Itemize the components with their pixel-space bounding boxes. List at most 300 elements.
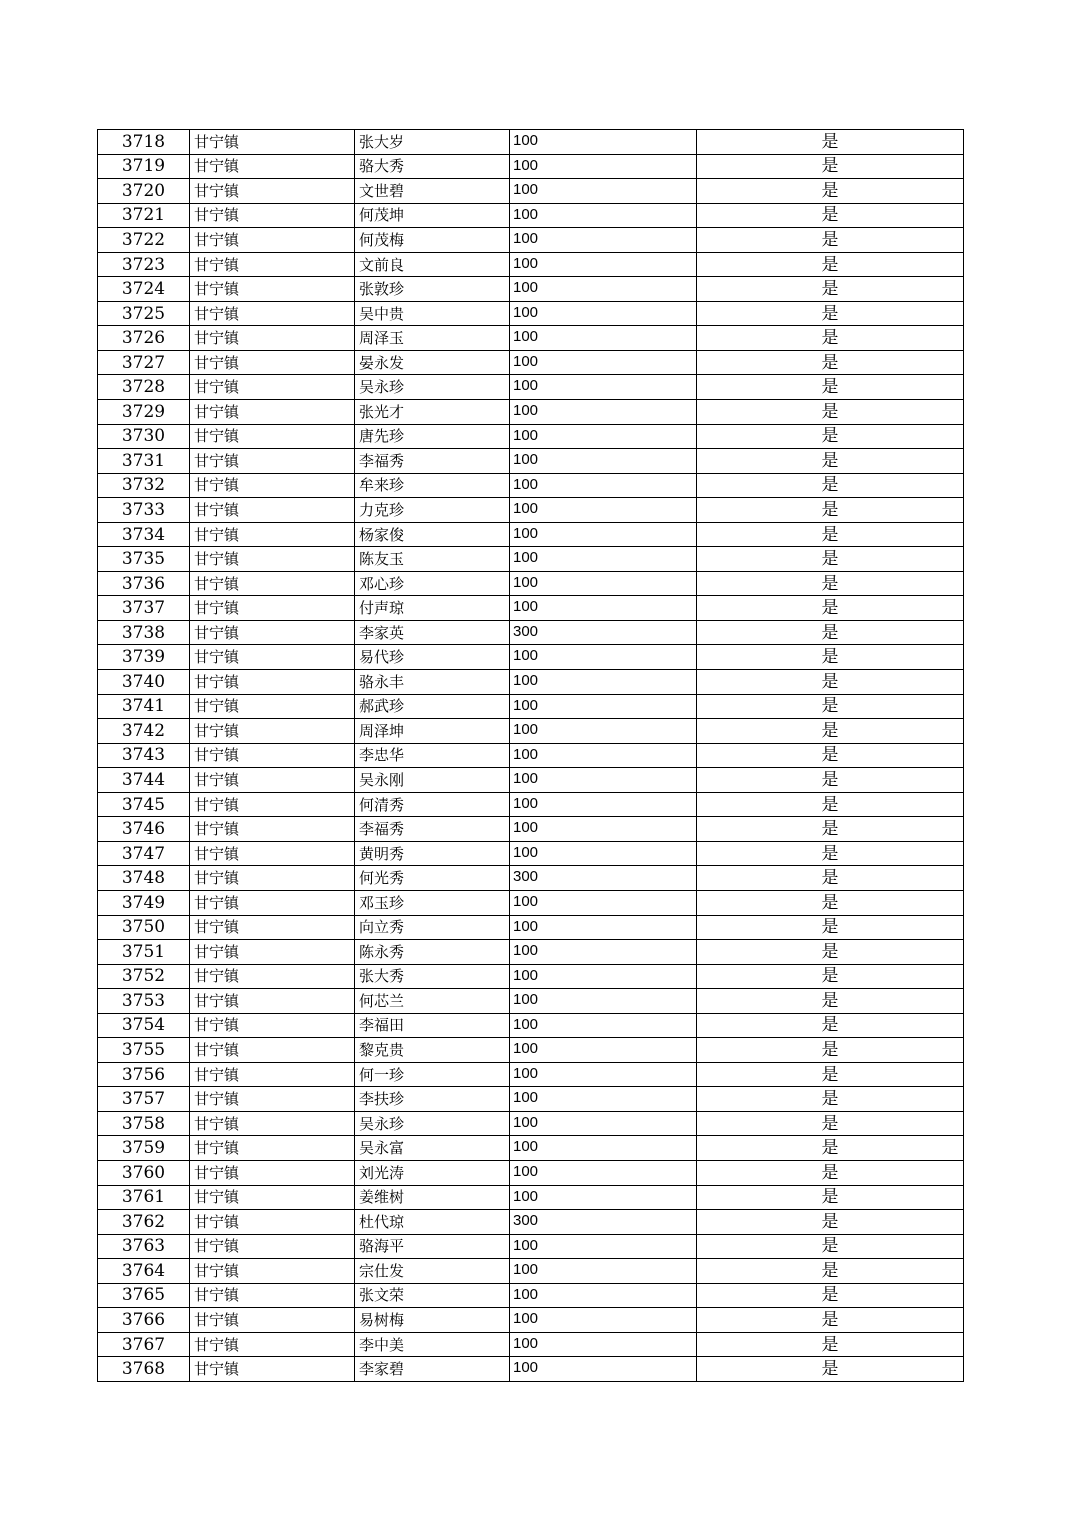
row-id-cell: 3748 [98, 866, 190, 891]
table-row [98, 1332, 964, 1357]
data-table [97, 129, 964, 1382]
name-cell: 吴中贵 [355, 301, 510, 326]
flag-cell: 是 [697, 768, 964, 793]
amount-cell: 300 [510, 620, 697, 645]
table-row [98, 154, 964, 179]
table-row [98, 449, 964, 474]
flag-cell: 是 [697, 915, 964, 940]
table-row [98, 203, 964, 228]
table-row [98, 964, 964, 989]
table-row [98, 228, 964, 253]
town-cell: 甘宁镇 [190, 719, 355, 744]
name-cell: 吴永珍 [355, 1111, 510, 1136]
table-body [98, 130, 964, 1382]
amount-cell: 100 [510, 694, 697, 719]
town-cell: 甘宁镇 [190, 1308, 355, 1333]
name-cell: 李福田 [355, 1013, 510, 1038]
amount-cell: 100 [510, 522, 697, 547]
flag-cell: 是 [697, 350, 964, 375]
table-row [98, 719, 964, 744]
town-cell: 甘宁镇 [190, 326, 355, 351]
flag-cell: 是 [697, 252, 964, 277]
flag-cell: 是 [697, 989, 964, 1014]
town-cell: 甘宁镇 [190, 1357, 355, 1382]
row-id-cell: 3756 [98, 1062, 190, 1087]
town-cell: 甘宁镇 [190, 964, 355, 989]
row-id-cell: 3745 [98, 792, 190, 817]
table-row [98, 596, 964, 621]
table-row [98, 792, 964, 817]
flag-cell: 是 [697, 719, 964, 744]
row-id-cell: 3765 [98, 1283, 190, 1308]
name-cell: 向立秀 [355, 915, 510, 940]
town-cell: 甘宁镇 [190, 1160, 355, 1185]
amount-cell: 100 [510, 1332, 697, 1357]
town-cell: 甘宁镇 [190, 1259, 355, 1284]
town-cell: 甘宁镇 [190, 817, 355, 842]
row-id-cell: 3731 [98, 449, 190, 474]
amount-cell: 100 [510, 841, 697, 866]
table-row [98, 768, 964, 793]
name-cell: 何芯兰 [355, 989, 510, 1014]
town-cell: 甘宁镇 [190, 866, 355, 891]
name-cell: 骆海平 [355, 1234, 510, 1259]
town-cell: 甘宁镇 [190, 1332, 355, 1357]
amount-cell: 100 [510, 473, 697, 498]
name-cell: 邓玉珍 [355, 890, 510, 915]
flag-cell: 是 [697, 670, 964, 695]
row-id-cell: 3768 [98, 1357, 190, 1382]
name-cell: 吴永刚 [355, 768, 510, 793]
row-id-cell: 3758 [98, 1111, 190, 1136]
town-cell: 甘宁镇 [190, 1087, 355, 1112]
town-cell: 甘宁镇 [190, 645, 355, 670]
table-row [98, 866, 964, 891]
name-cell: 李家英 [355, 620, 510, 645]
flag-cell: 是 [697, 1234, 964, 1259]
name-cell: 付声琼 [355, 596, 510, 621]
town-cell: 甘宁镇 [190, 203, 355, 228]
flag-cell: 是 [697, 473, 964, 498]
row-id-cell: 3754 [98, 1013, 190, 1038]
row-id-cell: 3744 [98, 768, 190, 793]
town-cell: 甘宁镇 [190, 571, 355, 596]
town-cell: 甘宁镇 [190, 940, 355, 965]
amount-cell: 100 [510, 277, 697, 302]
flag-cell: 是 [697, 228, 964, 253]
town-cell: 甘宁镇 [190, 375, 355, 400]
town-cell: 甘宁镇 [190, 522, 355, 547]
town-cell: 甘宁镇 [190, 1038, 355, 1063]
name-cell: 张文荣 [355, 1283, 510, 1308]
town-cell: 甘宁镇 [190, 228, 355, 253]
row-id-cell: 3741 [98, 694, 190, 719]
name-cell: 张光才 [355, 400, 510, 425]
town-cell: 甘宁镇 [190, 1111, 355, 1136]
row-id-cell: 3743 [98, 743, 190, 768]
row-id-cell: 3719 [98, 154, 190, 179]
amount-cell: 100 [510, 1062, 697, 1087]
table-row [98, 1357, 964, 1382]
town-cell: 甘宁镇 [190, 301, 355, 326]
row-id-cell: 3761 [98, 1185, 190, 1210]
flag-cell: 是 [697, 940, 964, 965]
flag-cell: 是 [697, 792, 964, 817]
flag-cell: 是 [697, 424, 964, 449]
amount-cell: 100 [510, 179, 697, 204]
name-cell: 李家碧 [355, 1357, 510, 1382]
row-id-cell: 3721 [98, 203, 190, 228]
flag-cell: 是 [697, 449, 964, 474]
amount-cell: 100 [510, 1136, 697, 1161]
table-row [98, 989, 964, 1014]
row-id-cell: 3752 [98, 964, 190, 989]
name-cell: 骆永丰 [355, 670, 510, 695]
amount-cell: 100 [510, 1283, 697, 1308]
amount-cell: 100 [510, 1038, 697, 1063]
table-row [98, 1308, 964, 1333]
amount-cell: 100 [510, 130, 697, 155]
name-cell: 李中美 [355, 1332, 510, 1357]
flag-cell: 是 [697, 522, 964, 547]
amount-cell: 100 [510, 400, 697, 425]
amount-cell: 100 [510, 989, 697, 1014]
table-row [98, 645, 964, 670]
name-cell: 唐先珍 [355, 424, 510, 449]
flag-cell: 是 [697, 1357, 964, 1382]
table-row [98, 1013, 964, 1038]
row-id-cell: 3751 [98, 940, 190, 965]
name-cell: 张大岁 [355, 130, 510, 155]
table-row [98, 1210, 964, 1235]
town-cell: 甘宁镇 [190, 277, 355, 302]
name-cell: 李忠华 [355, 743, 510, 768]
flag-cell: 是 [697, 1308, 964, 1333]
row-id-cell: 3732 [98, 473, 190, 498]
amount-cell: 100 [510, 252, 697, 277]
row-id-cell: 3767 [98, 1332, 190, 1357]
name-cell: 宗仕发 [355, 1259, 510, 1284]
table-row [98, 890, 964, 915]
flag-cell: 是 [697, 1332, 964, 1357]
town-cell: 甘宁镇 [190, 1136, 355, 1161]
town-cell: 甘宁镇 [190, 670, 355, 695]
flag-cell: 是 [697, 866, 964, 891]
name-cell: 何清秀 [355, 792, 510, 817]
name-cell: 易代珍 [355, 645, 510, 670]
table-row [98, 915, 964, 940]
town-cell: 甘宁镇 [190, 1283, 355, 1308]
row-id-cell: 3740 [98, 670, 190, 695]
flag-cell: 是 [697, 179, 964, 204]
table-row [98, 1136, 964, 1161]
row-id-cell: 3757 [98, 1087, 190, 1112]
town-cell: 甘宁镇 [190, 768, 355, 793]
name-cell: 文前良 [355, 252, 510, 277]
table-row [98, 130, 964, 155]
flag-cell: 是 [697, 743, 964, 768]
table-row [98, 817, 964, 842]
flag-cell: 是 [697, 694, 964, 719]
table-row [98, 694, 964, 719]
table-row [98, 424, 964, 449]
town-cell: 甘宁镇 [190, 252, 355, 277]
flag-cell: 是 [697, 1111, 964, 1136]
name-cell: 易树梅 [355, 1308, 510, 1333]
town-cell: 甘宁镇 [190, 1234, 355, 1259]
name-cell: 陈友玉 [355, 547, 510, 572]
row-id-cell: 3722 [98, 228, 190, 253]
row-id-cell: 3749 [98, 890, 190, 915]
flag-cell: 是 [697, 596, 964, 621]
name-cell: 周泽玉 [355, 326, 510, 351]
row-id-cell: 3766 [98, 1308, 190, 1333]
flag-cell: 是 [697, 301, 964, 326]
name-cell: 牟来珍 [355, 473, 510, 498]
flag-cell: 是 [697, 1062, 964, 1087]
amount-cell: 100 [510, 1308, 697, 1333]
table-row [98, 670, 964, 695]
flag-cell: 是 [697, 1160, 964, 1185]
amount-cell: 100 [510, 547, 697, 572]
table-row [98, 841, 964, 866]
name-cell: 李扶珍 [355, 1087, 510, 1112]
amount-cell: 300 [510, 866, 697, 891]
row-id-cell: 3733 [98, 498, 190, 523]
amount-cell: 100 [510, 1259, 697, 1284]
flag-cell: 是 [697, 964, 964, 989]
row-id-cell: 3759 [98, 1136, 190, 1161]
amount-cell: 100 [510, 890, 697, 915]
flag-cell: 是 [697, 1283, 964, 1308]
town-cell: 甘宁镇 [190, 989, 355, 1014]
amount-cell: 100 [510, 817, 697, 842]
row-id-cell: 3724 [98, 277, 190, 302]
row-id-cell: 3730 [98, 424, 190, 449]
flag-cell: 是 [697, 1210, 964, 1235]
table-row [98, 252, 964, 277]
table-row [98, 400, 964, 425]
flag-cell: 是 [697, 571, 964, 596]
table-row [98, 301, 964, 326]
flag-cell: 是 [697, 375, 964, 400]
town-cell: 甘宁镇 [190, 1062, 355, 1087]
name-cell: 杨家俊 [355, 522, 510, 547]
table-row [98, 498, 964, 523]
name-cell: 陈永秀 [355, 940, 510, 965]
table-row [98, 1185, 964, 1210]
amount-cell: 100 [510, 326, 697, 351]
town-cell: 甘宁镇 [190, 1185, 355, 1210]
amount-cell: 100 [510, 228, 697, 253]
name-cell: 刘光涛 [355, 1160, 510, 1185]
table-row [98, 522, 964, 547]
amount-cell: 100 [510, 1087, 697, 1112]
table-row [98, 1160, 964, 1185]
row-id-cell: 3723 [98, 252, 190, 277]
amount-cell: 100 [510, 498, 697, 523]
table-row [98, 1062, 964, 1087]
row-id-cell: 3736 [98, 571, 190, 596]
name-cell: 黎克贵 [355, 1038, 510, 1063]
flag-cell: 是 [697, 1185, 964, 1210]
amount-cell: 100 [510, 768, 697, 793]
amount-cell: 100 [510, 375, 697, 400]
table-row [98, 1234, 964, 1259]
town-cell: 甘宁镇 [190, 473, 355, 498]
table-row [98, 620, 964, 645]
flag-cell: 是 [697, 1013, 964, 1038]
flag-cell: 是 [697, 841, 964, 866]
table-row [98, 179, 964, 204]
flag-cell: 是 [697, 203, 964, 228]
town-cell: 甘宁镇 [190, 620, 355, 645]
name-cell: 力克珍 [355, 498, 510, 523]
name-cell: 何茂梅 [355, 228, 510, 253]
table-row [98, 1259, 964, 1284]
amount-cell: 100 [510, 301, 697, 326]
row-id-cell: 3762 [98, 1210, 190, 1235]
name-cell: 杜代琼 [355, 1210, 510, 1235]
row-id-cell: 3729 [98, 400, 190, 425]
amount-cell: 100 [510, 449, 697, 474]
flag-cell: 是 [697, 130, 964, 155]
table-row [98, 571, 964, 596]
flag-cell: 是 [697, 400, 964, 425]
town-cell: 甘宁镇 [190, 694, 355, 719]
town-cell: 甘宁镇 [190, 498, 355, 523]
flag-cell: 是 [697, 620, 964, 645]
amount-cell: 100 [510, 154, 697, 179]
row-id-cell: 3763 [98, 1234, 190, 1259]
name-cell: 何光秀 [355, 866, 510, 891]
name-cell: 邓心珍 [355, 571, 510, 596]
flag-cell: 是 [697, 277, 964, 302]
town-cell: 甘宁镇 [190, 130, 355, 155]
table-row [98, 743, 964, 768]
table-row [98, 940, 964, 965]
name-cell: 晏永发 [355, 350, 510, 375]
town-cell: 甘宁镇 [190, 547, 355, 572]
row-id-cell: 3727 [98, 350, 190, 375]
town-cell: 甘宁镇 [190, 424, 355, 449]
row-id-cell: 3737 [98, 596, 190, 621]
flag-cell: 是 [697, 1038, 964, 1063]
town-cell: 甘宁镇 [190, 1013, 355, 1038]
name-cell: 张大秀 [355, 964, 510, 989]
row-id-cell: 3734 [98, 522, 190, 547]
name-cell: 文世碧 [355, 179, 510, 204]
row-id-cell: 3747 [98, 841, 190, 866]
flag-cell: 是 [697, 817, 964, 842]
table-row [98, 473, 964, 498]
row-id-cell: 3738 [98, 620, 190, 645]
amount-cell: 100 [510, 940, 697, 965]
flag-cell: 是 [697, 1136, 964, 1161]
table-row [98, 350, 964, 375]
name-cell: 吴永富 [355, 1136, 510, 1161]
name-cell: 吴永珍 [355, 375, 510, 400]
name-cell: 李福秀 [355, 449, 510, 474]
table-row [98, 1283, 964, 1308]
town-cell: 甘宁镇 [190, 596, 355, 621]
town-cell: 甘宁镇 [190, 400, 355, 425]
flag-cell: 是 [697, 1087, 964, 1112]
row-id-cell: 3728 [98, 375, 190, 400]
amount-cell: 100 [510, 645, 697, 670]
town-cell: 甘宁镇 [190, 154, 355, 179]
name-cell: 姜维树 [355, 1185, 510, 1210]
row-id-cell: 3746 [98, 817, 190, 842]
town-cell: 甘宁镇 [190, 179, 355, 204]
town-cell: 甘宁镇 [190, 915, 355, 940]
table-row [98, 375, 964, 400]
town-cell: 甘宁镇 [190, 792, 355, 817]
amount-cell: 100 [510, 719, 697, 744]
table-row [98, 547, 964, 572]
town-cell: 甘宁镇 [190, 841, 355, 866]
amount-cell: 100 [510, 792, 697, 817]
amount-cell: 100 [510, 1357, 697, 1382]
table-row [98, 326, 964, 351]
row-id-cell: 3760 [98, 1160, 190, 1185]
town-cell: 甘宁镇 [190, 449, 355, 474]
amount-cell: 100 [510, 743, 697, 768]
amount-cell: 100 [510, 596, 697, 621]
flag-cell: 是 [697, 890, 964, 915]
amount-cell: 100 [510, 1111, 697, 1136]
amount-cell: 100 [510, 670, 697, 695]
town-cell: 甘宁镇 [190, 890, 355, 915]
table-row [98, 1038, 964, 1063]
amount-cell: 100 [510, 203, 697, 228]
name-cell: 张敦珍 [355, 277, 510, 302]
town-cell: 甘宁镇 [190, 743, 355, 768]
row-id-cell: 3725 [98, 301, 190, 326]
row-id-cell: 3753 [98, 989, 190, 1014]
name-cell: 何一珍 [355, 1062, 510, 1087]
row-id-cell: 3764 [98, 1259, 190, 1284]
flag-cell: 是 [697, 1259, 964, 1284]
row-id-cell: 3755 [98, 1038, 190, 1063]
name-cell: 周泽坤 [355, 719, 510, 744]
name-cell: 骆大秀 [355, 154, 510, 179]
name-cell: 李福秀 [355, 817, 510, 842]
flag-cell: 是 [697, 498, 964, 523]
amount-cell: 100 [510, 1160, 697, 1185]
flag-cell: 是 [697, 154, 964, 179]
name-cell: 黄明秀 [355, 841, 510, 866]
amount-cell: 100 [510, 424, 697, 449]
table-row [98, 277, 964, 302]
amount-cell: 100 [510, 1234, 697, 1259]
amount-cell: 100 [510, 964, 697, 989]
name-cell: 郝武珍 [355, 694, 510, 719]
amount-cell: 300 [510, 1210, 697, 1235]
row-id-cell: 3726 [98, 326, 190, 351]
name-cell: 何茂坤 [355, 203, 510, 228]
table-row [98, 1087, 964, 1112]
row-id-cell: 3750 [98, 915, 190, 940]
table-row [98, 1111, 964, 1136]
amount-cell: 100 [510, 350, 697, 375]
amount-cell: 100 [510, 1185, 697, 1210]
amount-cell: 100 [510, 915, 697, 940]
row-id-cell: 3735 [98, 547, 190, 572]
flag-cell: 是 [697, 645, 964, 670]
row-id-cell: 3739 [98, 645, 190, 670]
row-id-cell: 3742 [98, 719, 190, 744]
